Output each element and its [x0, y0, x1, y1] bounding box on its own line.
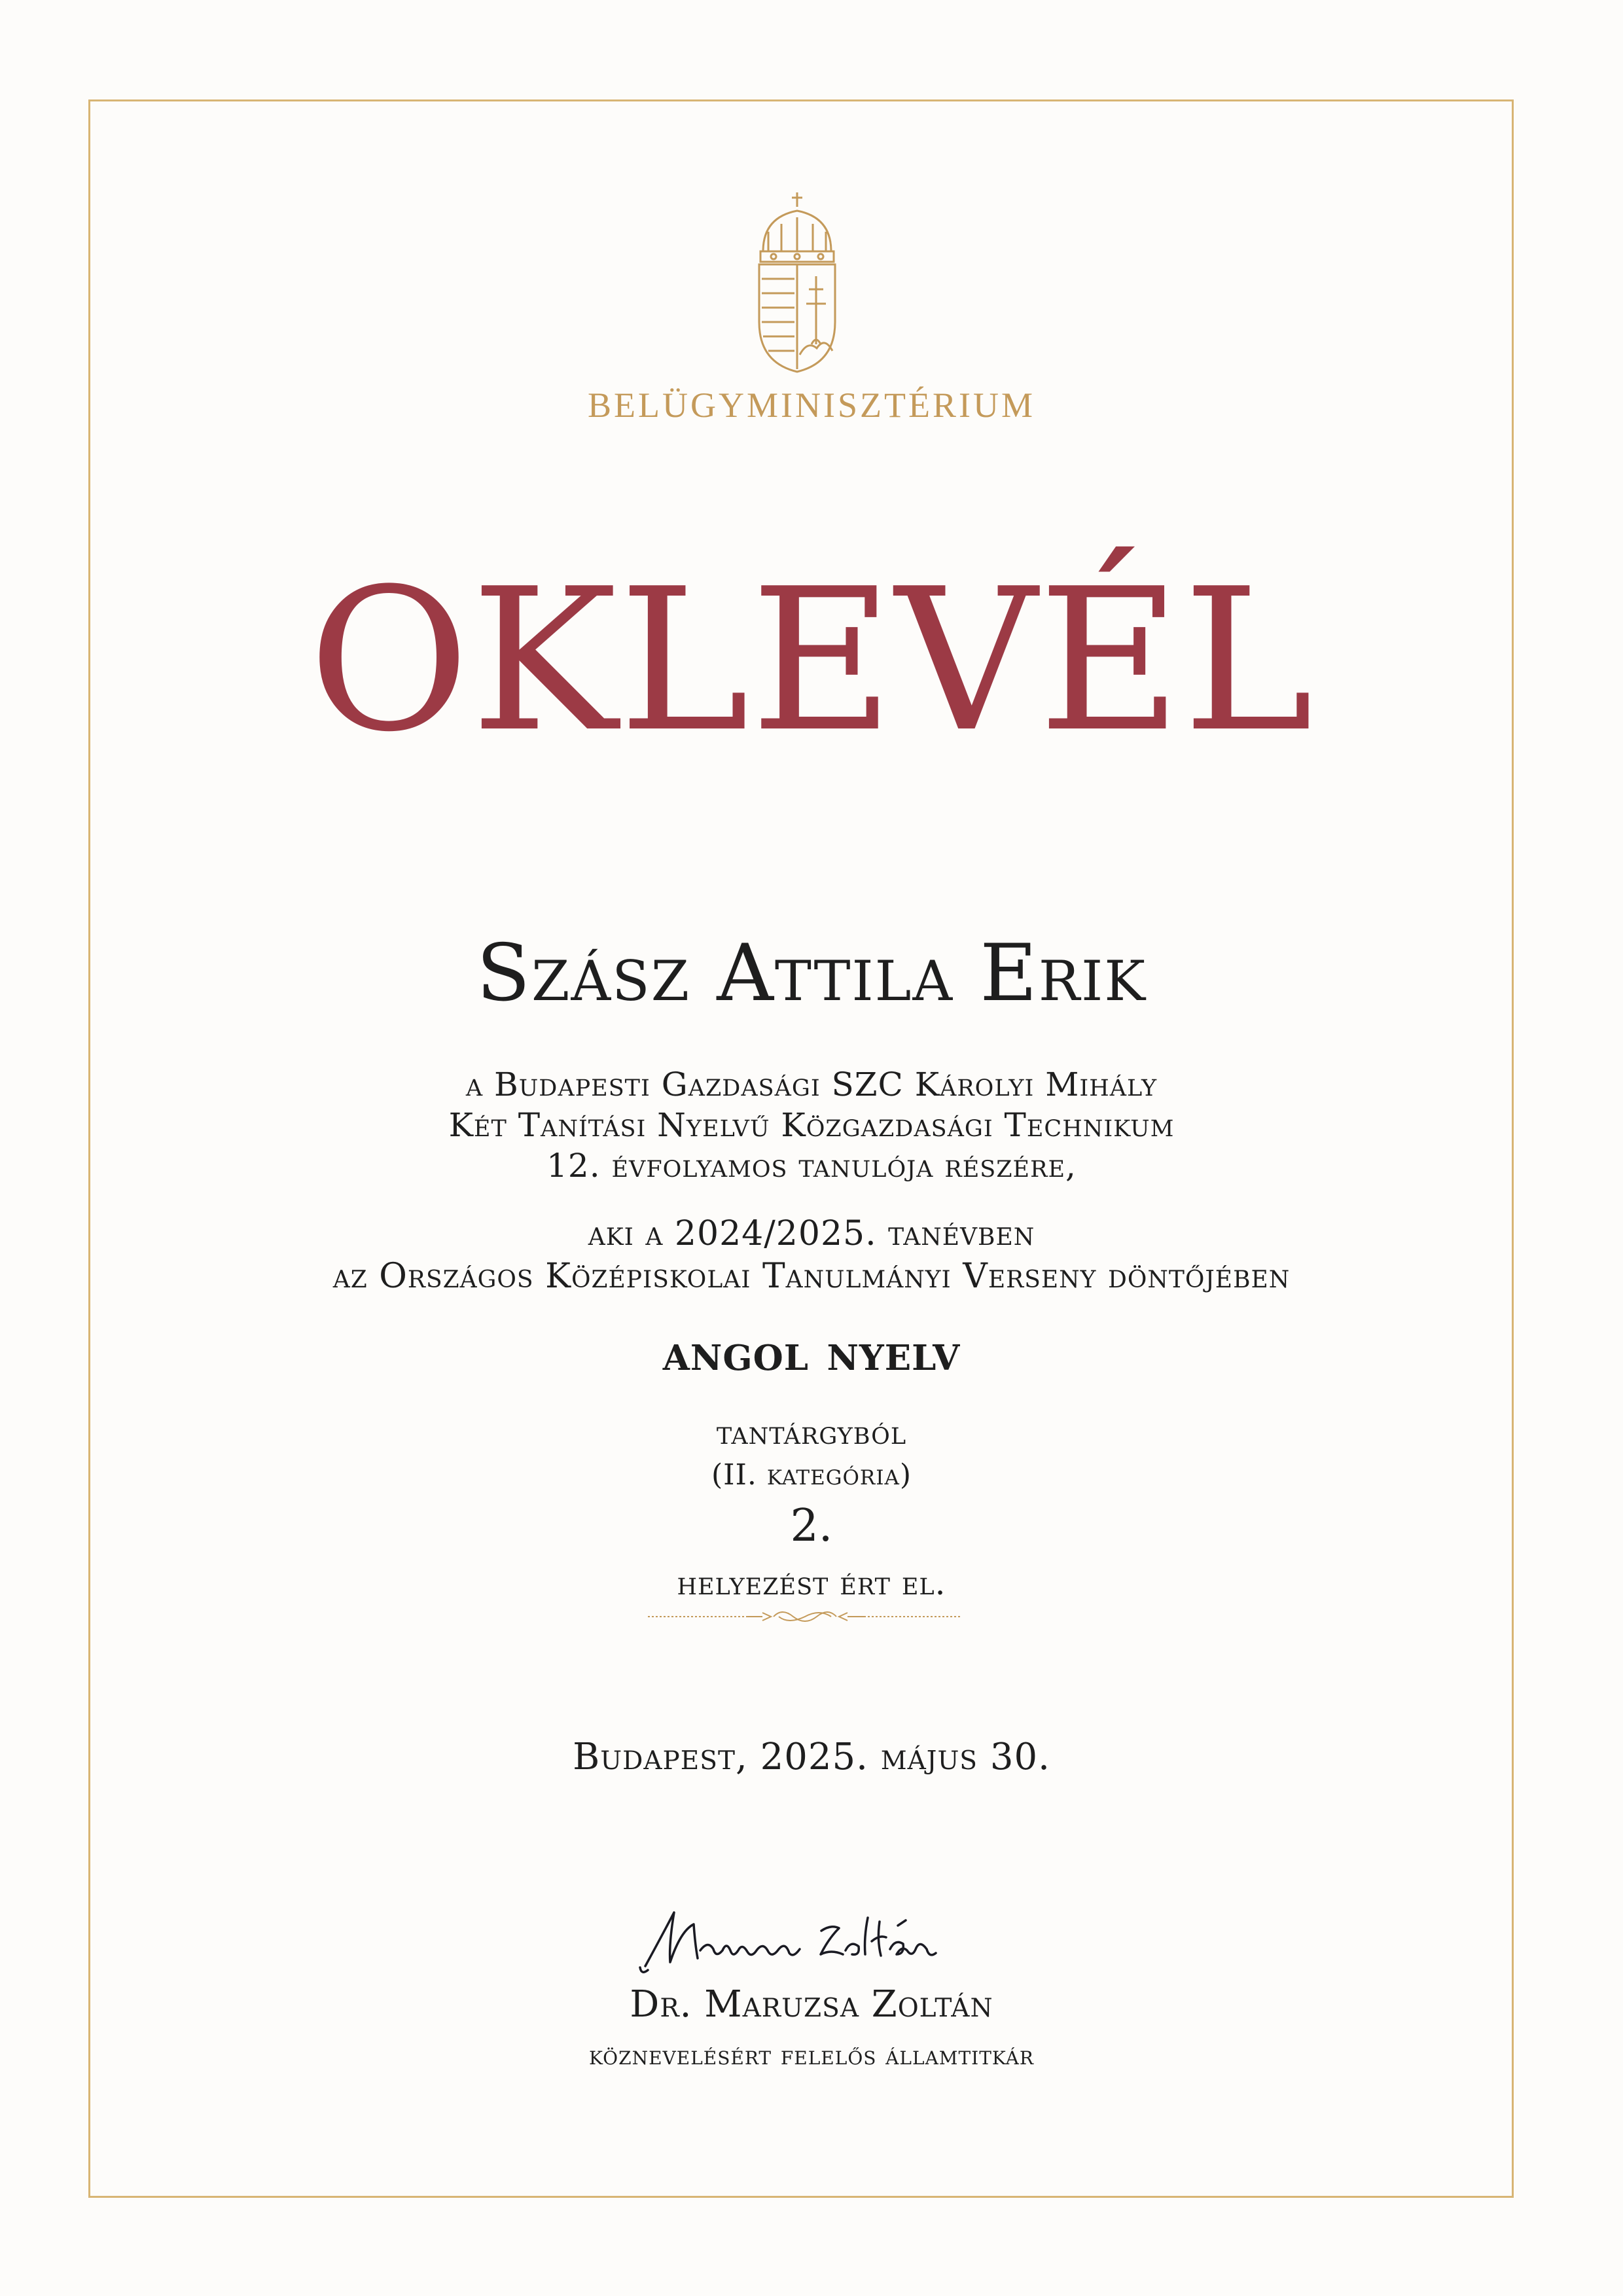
school-line-1: a Budapesti Gazdasági SZC Károlyi Mihály [465, 1066, 1158, 1103]
subject-suffix: tantárgyból [716, 1414, 907, 1452]
divider-ornament-icon [648, 1604, 962, 1630]
award-intro: aki a 2024/2025. tanévben [588, 1214, 1035, 1253]
recipient-name: Szász Attila Erik [476, 928, 1147, 1019]
category: (II. kategória) [711, 1458, 912, 1492]
certificate-title: OKLEVÉL [308, 547, 1315, 775]
contest-name: az Országos Középiskolai Tanulmányi Verseny döntőjében [332, 1257, 1291, 1296]
signature-image [635, 1898, 975, 1983]
signer-name: Dr. Maruzsa Zoltán [630, 1983, 993, 2026]
subject-name: angol nyelv [662, 1323, 961, 1382]
school-line-2: Két Tanítási Nyelvű Közgazdasági Technikum [448, 1106, 1175, 1144]
ministry-name: BELÜGYMINISZTÉRIUM [588, 386, 1035, 425]
issue-date: Budapest, 2025. május 30. [573, 1736, 1050, 1778]
coat-of-arms-icon [754, 191, 840, 374]
school-line-3: 12. évfolyamos tanulója részére, [546, 1147, 1077, 1185]
signer-position: köznevelésért felelős államtitkár [589, 2041, 1034, 2071]
result-text: helyezést ért el. [677, 1564, 946, 1602]
placement: 2. [790, 1500, 833, 1552]
